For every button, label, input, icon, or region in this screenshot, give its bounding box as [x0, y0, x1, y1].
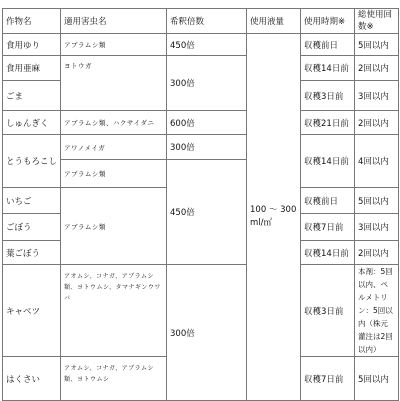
- dilution-cell: 450倍: [167, 160, 247, 265]
- timing-cell: 収穫前日: [301, 34, 355, 56]
- table-row: [3, 34, 399, 56]
- volume-cell: 100 ～ 300 ml/㎡: [247, 34, 301, 401]
- pest-cell: アブラムシ類: [61, 34, 167, 56]
- pest-cell: アブラムシ類: [61, 188, 167, 265]
- table-row: [3, 135, 399, 160]
- dilution-cell: 300倍: [167, 265, 247, 401]
- crop-cell: はくさい: [3, 357, 61, 401]
- crop-cell: しゅんぎく: [3, 111, 61, 135]
- crop-cell: ごま: [3, 81, 61, 111]
- timing-cell: 収穫7日前: [301, 357, 355, 401]
- pest-cell: アワノメイガ: [61, 135, 167, 160]
- pest-cell: アオムシ、コナガ、アブラムシ類、ヨトウムシ: [61, 357, 167, 401]
- count-cell: 5回以内: [355, 188, 399, 214]
- dilution-cell: 600倍: [167, 111, 247, 135]
- table-row: [3, 111, 399, 135]
- timing-cell: 収穫3日前: [301, 265, 355, 357]
- pest-cell: ヨトウガ: [61, 56, 167, 111]
- crop-cell: 食用亜麻: [3, 56, 61, 81]
- count-cell: 本剤：5回以内、ペルメトリン：5回以内（株元灌注は2回以内）: [355, 265, 399, 357]
- crop-cell: とうもろこし: [3, 135, 61, 188]
- header-pest: 適用害虫名: [61, 9, 167, 34]
- timing-cell: 収穫14日前: [301, 56, 355, 81]
- count-cell: 2回以内: [355, 56, 399, 81]
- crop-cell: ごぼう: [3, 214, 61, 241]
- dilution-cell: 450倍: [167, 34, 247, 56]
- timing-cell: 収穫前日: [301, 188, 355, 214]
- dilution-cell: 300倍: [167, 135, 247, 160]
- header-count: 総使用回数※: [355, 9, 399, 34]
- timing-cell: 収穫14日前: [301, 241, 355, 265]
- pesticide-usage-table: [2, 8, 399, 401]
- count-cell: 2回以内: [355, 241, 399, 265]
- header-crop: 作物名: [3, 9, 61, 34]
- crop-cell: 食用ゆり: [3, 34, 61, 56]
- table-row: [3, 56, 399, 81]
- timing-cell: 収穫21日前: [301, 111, 355, 135]
- timing-cell: 収穫7日前: [301, 214, 355, 241]
- count-cell: 3回以内: [355, 214, 399, 241]
- header-dilution: 希釈倍数: [167, 9, 247, 34]
- crop-cell: いちご: [3, 188, 61, 214]
- count-cell: 3回以内: [355, 81, 399, 111]
- timing-cell: 収穫3日前: [301, 81, 355, 111]
- pest-cell: アブラムシ類: [61, 160, 167, 188]
- timing-cell: 収穫14日前: [301, 135, 355, 188]
- count-cell: 4回以内: [355, 135, 399, 188]
- pest-cell: アオムシ、コナガ、アブラムシ類、ヨトウムシ、タマナギンウワバ: [61, 265, 167, 357]
- count-cell: 5回以内: [355, 357, 399, 401]
- dilution-cell: 300倍: [167, 56, 247, 111]
- crop-cell: 葉ごぼう: [3, 241, 61, 265]
- count-cell: 5回以内: [355, 34, 399, 56]
- crop-cell: キャベツ: [3, 265, 61, 357]
- pest-cell: アブラムシ類、ハクサイダニ: [61, 111, 167, 135]
- header-timing: 使用時期※: [301, 9, 355, 34]
- table-row: [3, 265, 399, 357]
- header-volume: 使用液量: [247, 9, 301, 34]
- count-cell: 2回以内: [355, 111, 399, 135]
- header-row: [3, 9, 399, 34]
